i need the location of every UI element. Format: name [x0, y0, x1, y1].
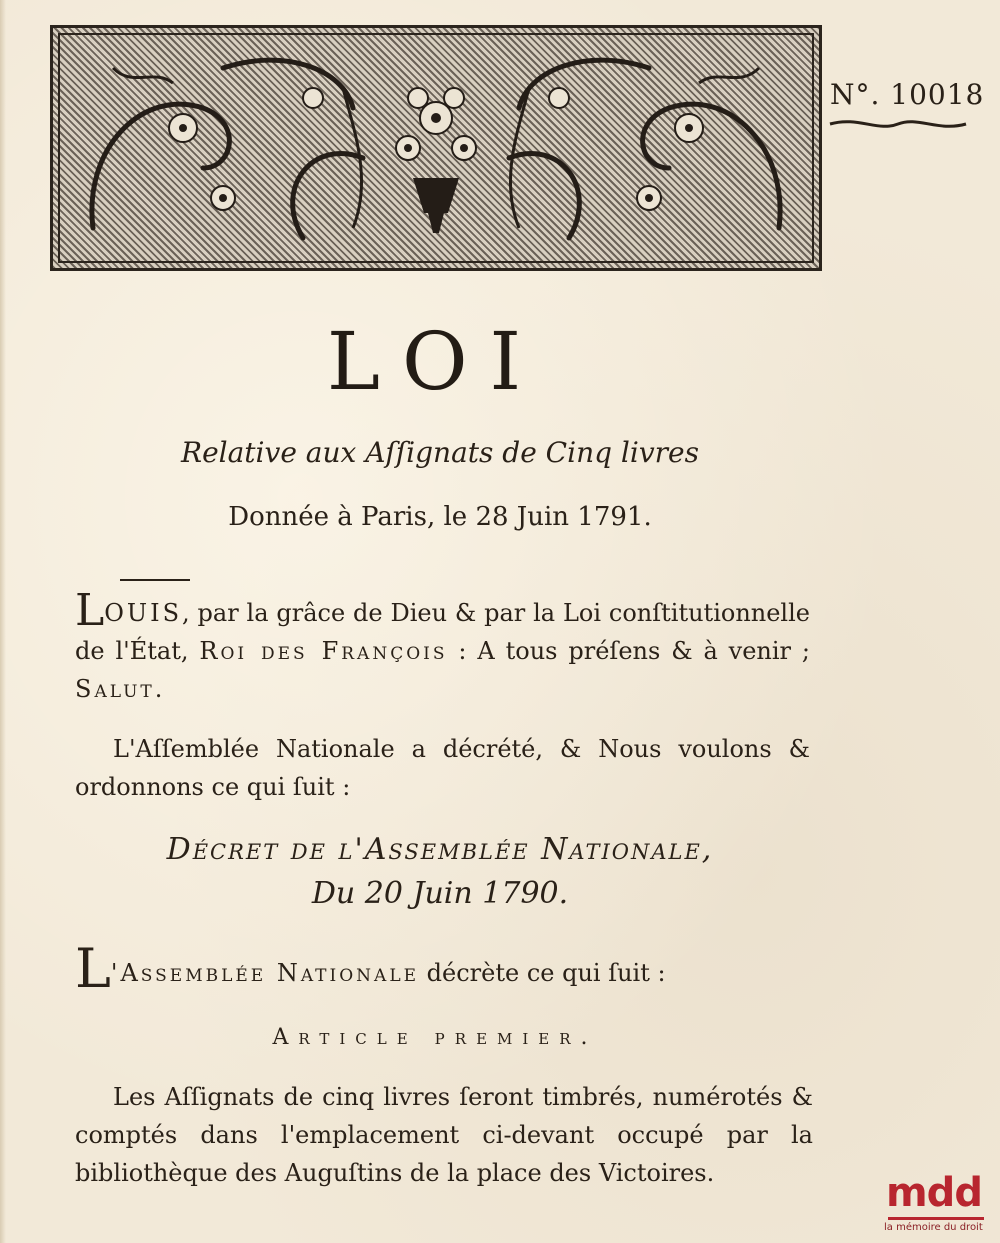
decree-intro-rest: décrète ce qui ſuit :: [419, 959, 666, 987]
decree-intro: [75, 937, 810, 1000]
swash-icon: [828, 112, 968, 136]
article-heading: Article premier.: [272, 1025, 598, 1050]
decree-date: Du 20 Juin 1790.: [311, 876, 569, 911]
logo-underline: [888, 1217, 984, 1220]
document-subtitle: Relative aux Aſſignats de Cinq livres: [181, 436, 699, 469]
salut: Salut.: [75, 675, 166, 703]
preamble-paragraph: [75, 585, 811, 708]
preamble-text-b: : A tous préſens & à venir ;: [447, 637, 811, 665]
preamble-text-a: , par la grâce de Dieu & par la Loi conſtitutionnelle de l'État,: [75, 599, 810, 665]
document-title: LOI: [326, 315, 544, 408]
assembly-name: 'Assemblée Nationale: [110, 959, 420, 987]
document-number: N°. 10018: [830, 78, 985, 111]
royal-title: Roi des François: [199, 637, 448, 665]
logo-tagline: la mémoire du droit: [884, 1222, 983, 1233]
page-edge: [0, 0, 6, 1243]
logo-letters: mdd: [886, 1170, 982, 1216]
watermark-logo: [880, 1170, 990, 1240]
assembly-paragraph: L'Aſſemblée Nationale a décrété, & Nous voulons & ordonnons ce qui ſuit :: [75, 735, 810, 801]
decree-dropcap: L: [75, 937, 111, 1000]
ornamental-header-banner: [50, 25, 822, 271]
divider: [120, 579, 190, 581]
king-name: OUIS: [104, 599, 183, 627]
article-text: Les Aſſignats de cinq livres ſeront timbrés, numérotés & comptés dans l'emplacement ci-devant occupé par la bibliothèque des Auguſtins de la place des Victoires.: [75, 1083, 813, 1187]
decree-title: Décret de l'Assemblée Nationale,: [166, 832, 714, 867]
dropcap: L: [75, 585, 105, 636]
floral-ornament-icon: [53, 28, 819, 268]
date-line: Donnée à Paris, le 28 Juin 1791.: [228, 502, 652, 532]
